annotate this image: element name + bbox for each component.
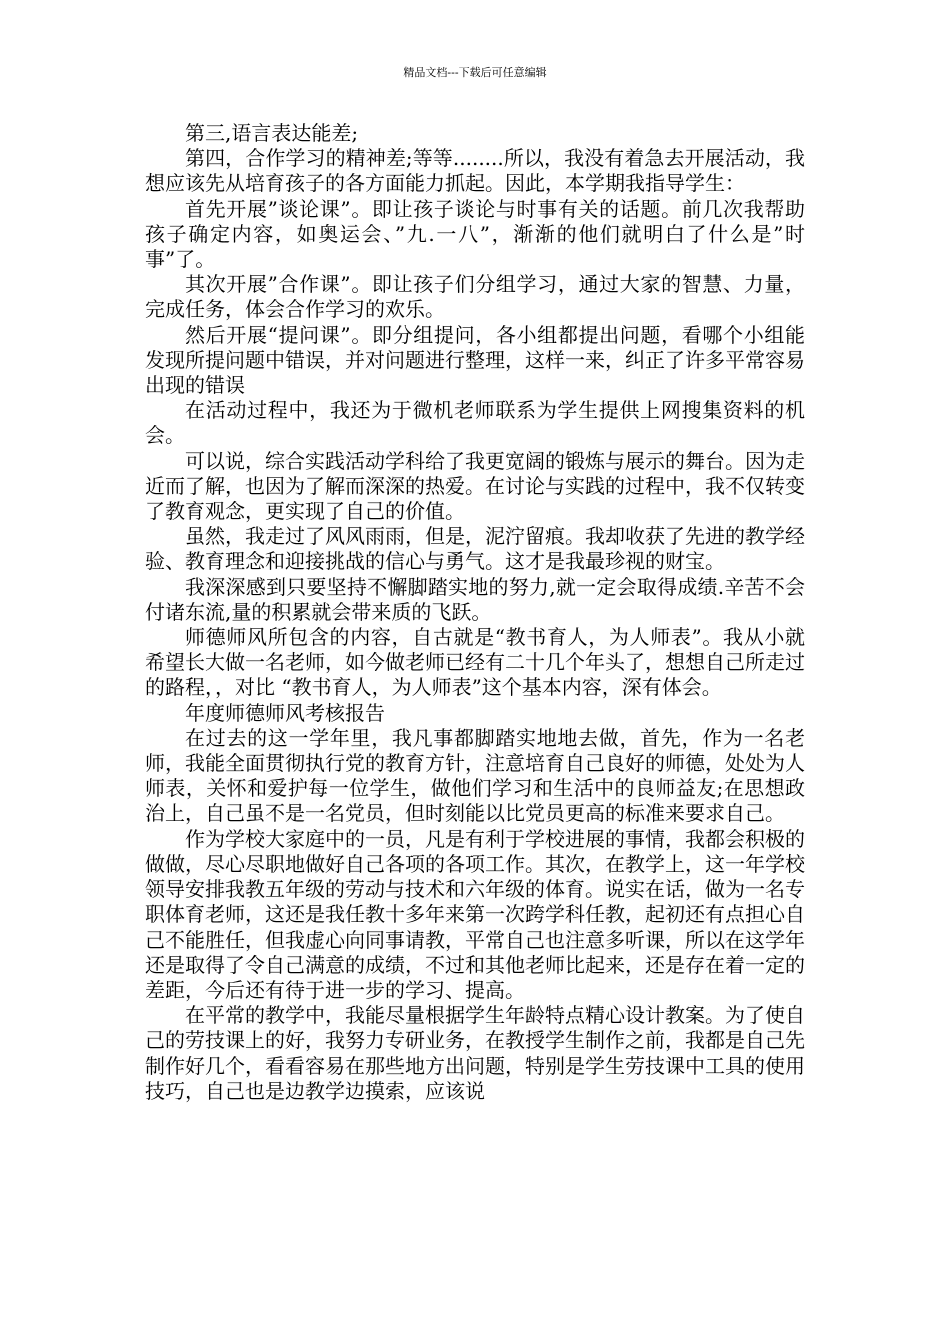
paragraph: 虽然，我走过了风风雨雨，但是，泥泞留痕。我却收获了先进的教学经验、教育理念和迎接挑战的信心与勇气。这才是我最珍视的财宝。 (145, 524, 805, 574)
paragraph: 然后开展“提问课”。即分组提问，各小组都提出问题，看哪个小组能发现所提问题中错误，并对问题进行整理，这样一来，纠正了许多平常容易出现的错误 (145, 322, 805, 398)
paragraph: 在过去的这一学年里，我凡事都脚踏实地地去做，首先，作为一名老师，我能全面贯彻执行党的教育方针，注意培育自己良好的师德，处处为人师表，关怀和爱护每一位学生，做他们学习和生活中的良师益友;在思想政治上，自己虽不是一名党员，但时刻能以比党员更高的标准来要求自己。 (145, 725, 805, 826)
paragraph: 师德师风所包含的内容，自古就是“教书育人，为人师表”。我从小就希望长大做一名老师，如今做老师已经有二十几个年头了，想想自己所走过的路程，，对比 “教书育人，为人师表”这个基本内容，深有体会。 (145, 625, 805, 700)
paragraph: 第三,语言表达能差; (185, 121, 359, 145)
document-body (145, 121, 805, 1104)
paragraph: 作为学校大家庭中的一员，凡是有利于学校进展的事情，我都会积极的做做，尽心尽职地做好自己各项的各项工作。其次，在教学上，这一年学校领导安排我教五年级的劳动与技术和六年级的体育。说实在话，做为一名专职体育老师，这还是我任教十多年来第一次跨学科任教，起初还有点担心自己不能胜任，但我虚心向同事请教，平常自己也注意多听课，所以在这学年还是取得了令自己满意的成绩，不过和其他老师比起来，还是存在着一定的差距，今后还有待于进一步的学习、提高。 (145, 826, 805, 1002)
paragraph: 可以说，综合实践活动学科给了我更宽阔的锻炼与展示的舞台。因为走近而了解，也因为了解而深深的热爱。在讨论与实践的过程中，我不仅转变了教育观念，更实现了自己的价值。 (145, 448, 805, 524)
page-header: 精品文档---下载后可任意编辑 (403, 66, 547, 79)
paragraph: 首先开展”谈论课”。即让孩子谈论与时事有关的话题。前几次我帮助孩子确定内容，如奥运会、”九.一八”，渐渐的他们就明白了什么是”时事”了。 (145, 196, 805, 272)
paragraph: 我深深感到只要坚持不懈脚踏实地的努力,就一定会取得成绩.辛苦不会付诸东流,量的积累就会带来质的飞跃。 (145, 574, 805, 624)
paragraph: 第四，合作学习的精神差;等等........所以，我没有着急去开展活动，我想应该先从培育孩子的各方面能力抓起。因此，本学期我指导学生： (145, 146, 805, 196)
paragraph: 在平常的教学中，我能尽量根据学生年龄特点精心设计教案。为了使自己的劳技课上的好，我努力专研业务，在教授学生制作之前，我都是自己先制作好几个，看看容易在那些地方出问题，特别是学生劳技课中工具的使用技巧，自己也是边教学边摸索，应该说 (145, 1003, 805, 1103)
paragraph: 在活动过程中，我还为于微机老师联系为学生提供上网搜集资料的机会。 (145, 398, 805, 448)
section-title: 年度师德师风考核报告 (185, 700, 385, 725)
paragraph: 其次开展”合作课”。即让孩子们分组学习，通过大家的智慧、力量，完成任务，体会合作学习的欢乐。 (145, 272, 805, 322)
